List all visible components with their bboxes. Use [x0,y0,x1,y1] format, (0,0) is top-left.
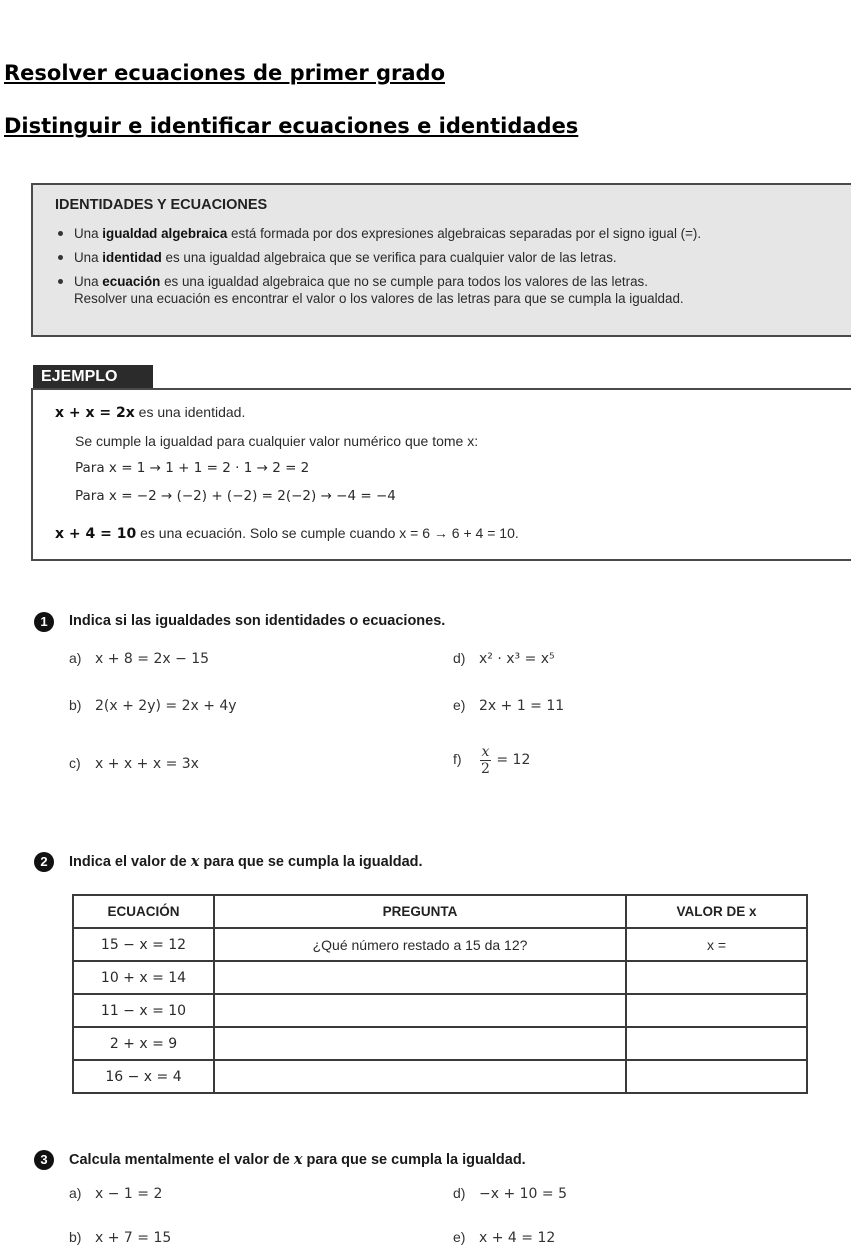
table-row [73,1027,807,1060]
exercise-1-question: Indica si las igualdades son identidades o ecuaciones. [69,613,446,629]
cell-value[interactable] [626,994,807,1027]
info-box-list [55,225,851,314]
info-bullet-identidad: Una identidad es una igualdad algebraica que se verifica para cualquier valor de las letras. [55,249,851,266]
header-ecuacion: ECUACIÓN [73,895,214,928]
cell-equation: 11 − x = 10 [73,994,214,1027]
exercise-3-number: 3 [34,1150,54,1170]
ex1-item-e: e) 2x + 1 = 11 [453,697,565,714]
info-bullet-ecuacion: Una ecuación es una igualdad algebraica que no se cumple para todos los valores de las letras. Resolver una ecuación es encontrar el valor o los valores de las letras para que se cumpla la igualdad. [55,273,851,307]
equations-table [72,894,808,1094]
example-line-identity: x + x = 2x es una identidad. [55,404,246,421]
cell-value[interactable]: x = [626,928,807,961]
cell-value[interactable] [626,961,807,994]
example-line-case2: Para x = −2 → (−2) + (−2) = 2(−2) → −4 = −4 [75,488,396,504]
ex1-item-f: f) $\frac{x}{2}$ = 12 [453,744,531,777]
info-box [31,183,851,337]
table-row [73,961,807,994]
ex1-item-b: b) 2(x + 2y) = 2x + 4y [69,697,237,714]
cell-value[interactable] [626,1027,807,1060]
cell-question[interactable] [214,1060,626,1093]
table-row [73,994,807,1027]
cell-question[interactable]: ¿Qué número restado a 15 da 12? [214,928,626,961]
example-tab: EJEMPLO [33,365,153,388]
ex3-item-a: a) x − 1 = 2 [69,1185,163,1202]
cell-equation: 2 + x = 9 [73,1027,214,1060]
ex1-item-d: d) x² · x³ = x⁵ [453,650,555,667]
example-line-case1: Para x = 1 → 1 + 1 = 2 · 1 → 2 = 2 [75,460,310,476]
fraction: $\frac{x}{2}$ [481,744,490,777]
cell-equation: 10 + x = 14 [73,961,214,994]
exercise-3-question: Calcula mentalmente el valor de x para que se cumpla la igualdad. [69,1151,526,1168]
table-row [73,1060,807,1093]
example-box [31,388,851,561]
table-row [73,928,807,961]
exercise-2-question: Indica el valor de x para que se cumpla la igualdad. [69,853,423,870]
ex3-item-d: d) −x + 10 = 5 [453,1185,567,1202]
ex3-item-b: b) x + 7 = 15 [69,1229,172,1246]
ex1-item-c: c) x + x + x = 3x [69,755,199,772]
exercise-2-number: 2 [34,852,54,872]
example-line-equation: x + 4 = 10 es una ecuación. Solo se cumple cuando x = 6 → 6 + 4 = 10. [55,525,519,542]
cell-equation: 16 − x = 4 [73,1060,214,1093]
exercise-1-number: 1 [34,612,54,632]
section-subtitle: Distinguir e identificar ecuaciones e identidades [4,114,579,138]
cell-equation: 15 − x = 12 [73,928,214,961]
cell-question[interactable] [214,961,626,994]
page-title: Resolver ecuaciones de primer grado [4,61,446,85]
info-box-heading: IDENTIDADES Y ECUACIONES [55,197,268,213]
cell-value[interactable] [626,1060,807,1093]
cell-question[interactable] [214,1027,626,1060]
header-valor: VALOR DE x [626,895,807,928]
ex3-item-e: e) x + 4 = 12 [453,1229,556,1246]
table-header-row [73,895,807,928]
cell-question[interactable] [214,994,626,1027]
example-line-explanation: Se cumple la igualdad para cualquier valor numérico que tome x: [75,433,479,449]
header-pregunta: PREGUNTA [214,895,626,928]
info-bullet-igualdad: Una igualdad algebraica está formada por dos expresiones algebraicas separadas por el signo igual (=). [55,225,851,242]
ex1-item-a: a) x + 8 = 2x − 15 [69,650,210,667]
